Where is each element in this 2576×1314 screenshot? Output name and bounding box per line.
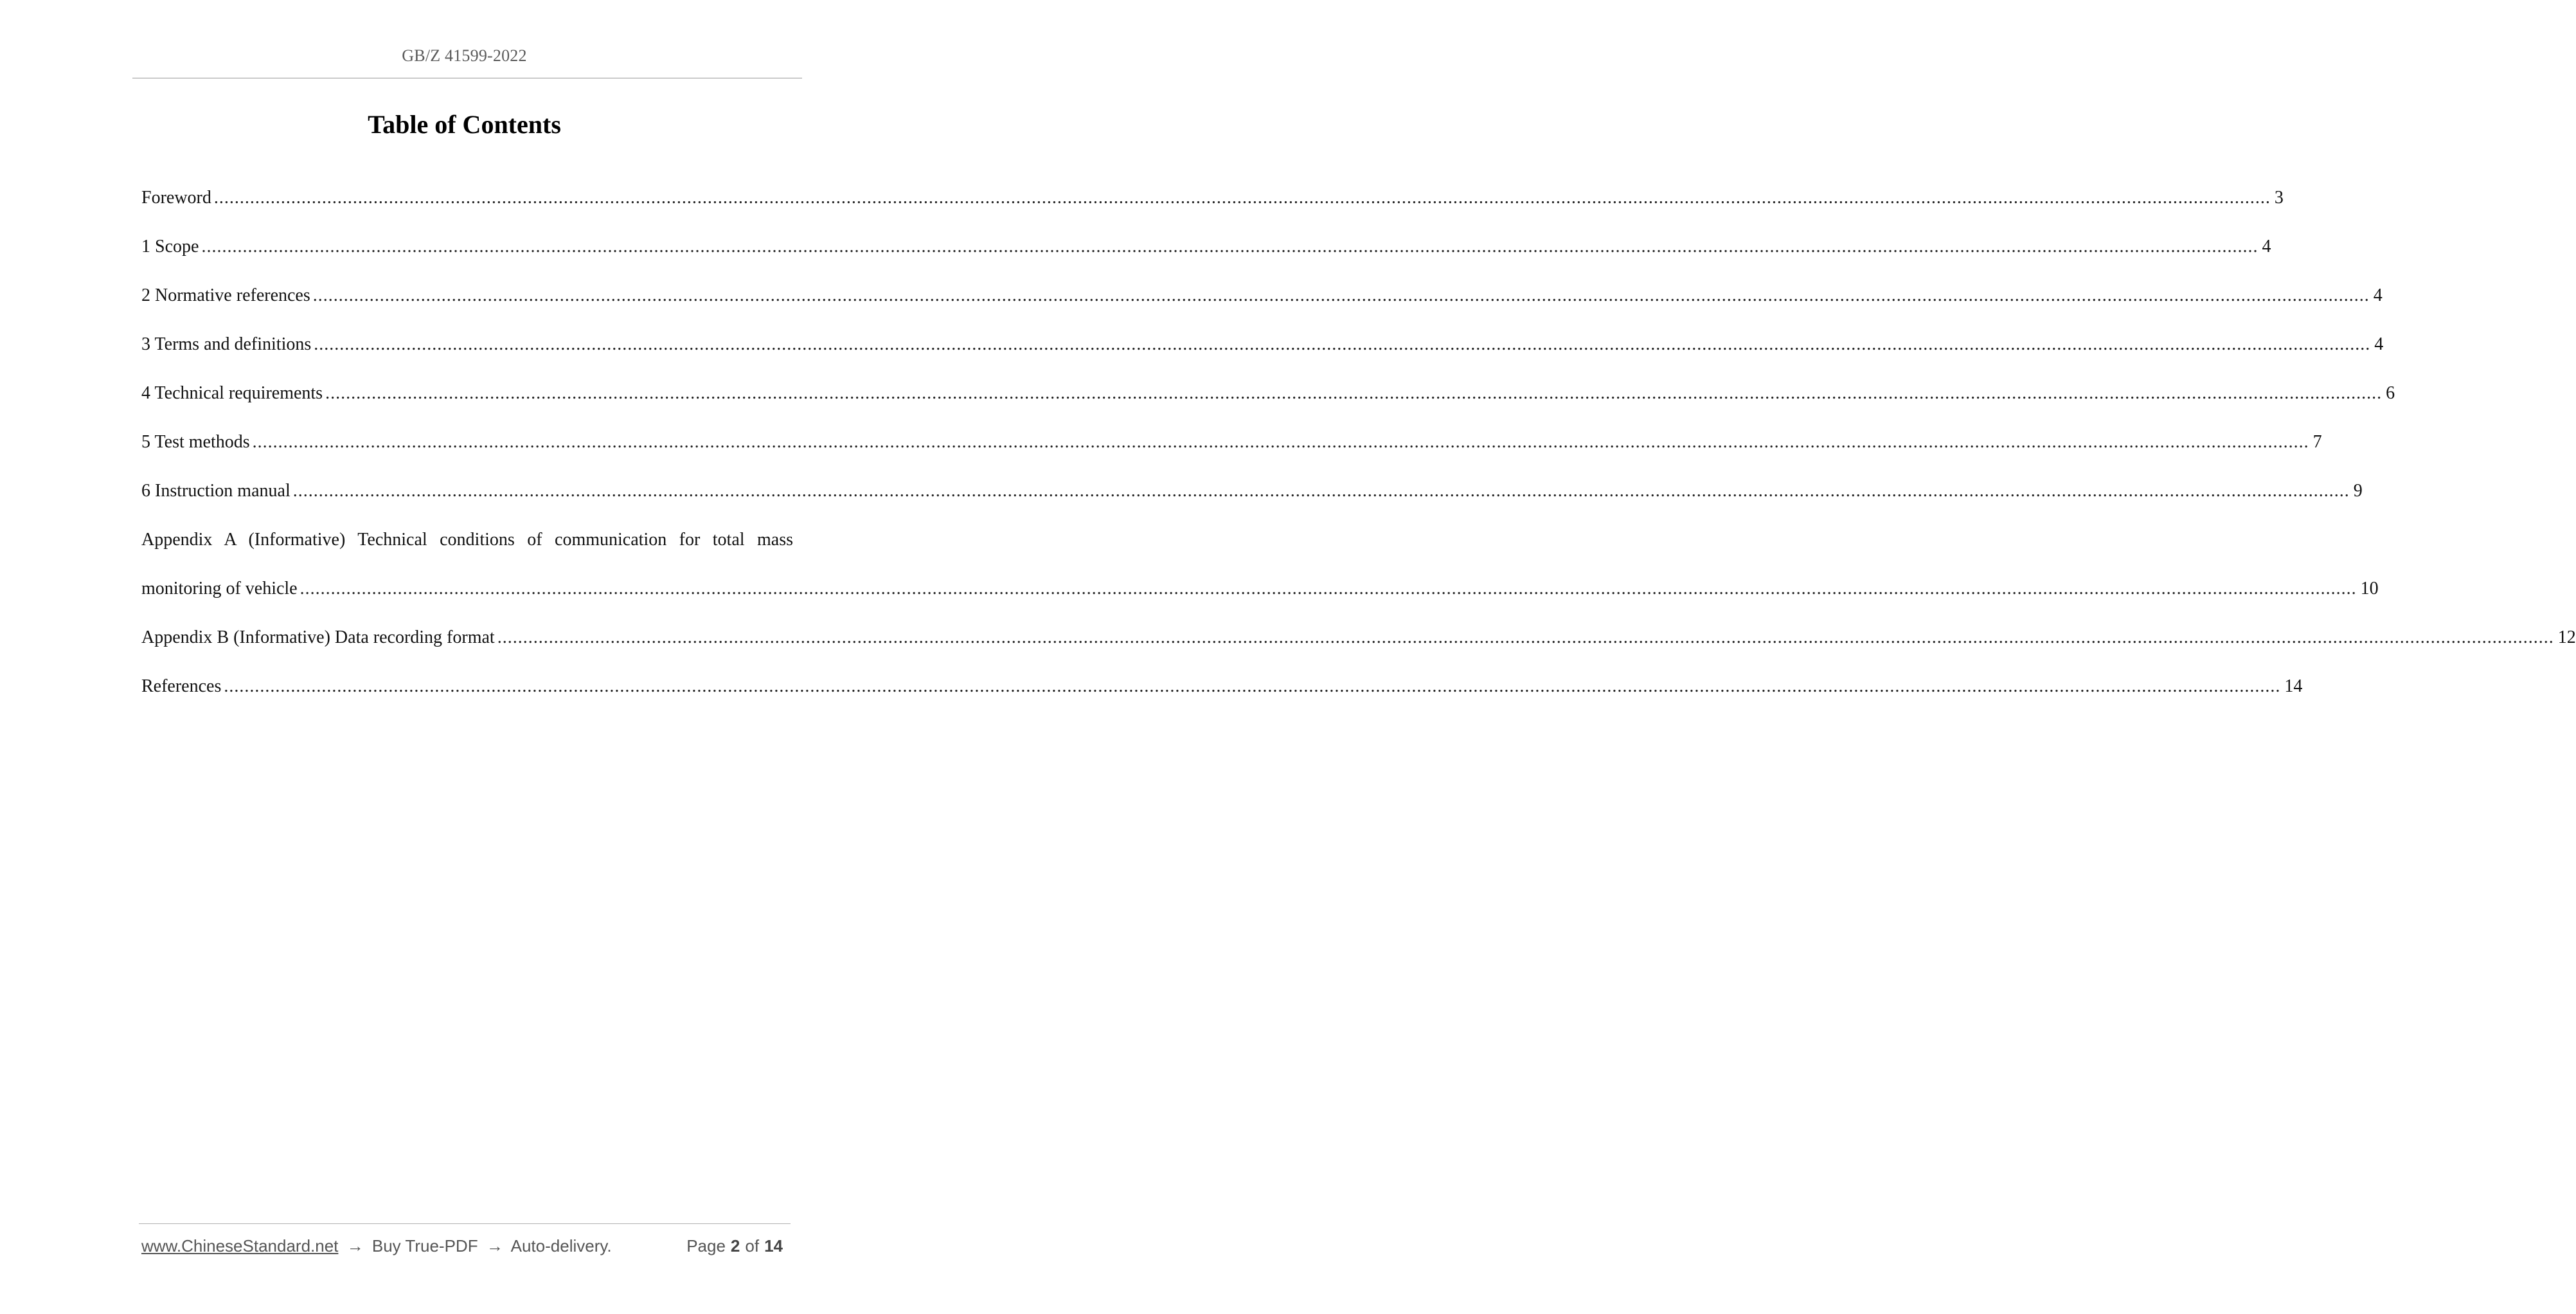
page-of: of — [745, 1236, 760, 1256]
toc-leader-dots: ................................................................................................................................................................................................................................................................................................................................................................................................................ — [201, 237, 2258, 256]
toc-entry-page: 9 — [2353, 481, 2363, 501]
toc-leader-dots: ................................................................................................................................................................................................................................................................................................................................................................................................................ — [497, 627, 2554, 647]
toc-title: Table of Contents — [368, 110, 561, 139]
buy-true-pdf-text: Buy True-PDF — [371, 1236, 478, 1256]
toc-entry-page: 12 — [2557, 627, 2576, 647]
toc-entry-appendix-b[interactable] — [141, 626, 2576, 675]
toc-entry-label: Foreword — [141, 188, 211, 208]
footer-divider — [139, 1223, 791, 1224]
toc-entry-foreword[interactable] — [141, 186, 2284, 235]
chinese-standard-link[interactable]: www.ChineseStandard.net — [141, 1236, 339, 1256]
page-total: 14 — [764, 1236, 783, 1256]
toc-leader-dots: ................................................................................................................................................................................................................................................................................................................................................................................................................ — [314, 334, 2371, 354]
toc-entry-page: 6 — [2386, 383, 2395, 403]
auto-delivery-text: Auto-delivery. — [510, 1236, 612, 1256]
toc-entry-label: 4 Technical requirements — [141, 383, 323, 403]
toc-entry-label: 1 Scope — [141, 237, 199, 256]
toc-leader-dots: ................................................................................................................................................................................................................................................................................................................................................................................................................ — [312, 285, 2370, 305]
toc-entry-page: 10 — [2360, 579, 2379, 598]
toc-entry-label-line-2: monitoring of vehicle — [141, 579, 298, 598]
toc-entry-label: 3 Terms and definitions — [141, 334, 312, 354]
arrow-right-icon: → — [346, 1236, 364, 1256]
toc-entry-label: References — [141, 676, 222, 696]
toc-entry-instruction-manual[interactable] — [141, 480, 2363, 528]
toc-leader-dots: ................................................................................................................................................................................................................................................................................................................................................................................................................ — [300, 579, 2357, 598]
toc-list — [141, 186, 2576, 724]
toc-entry-label: 6 Instruction manual — [141, 481, 291, 501]
page-current: 2 — [730, 1236, 740, 1256]
page-number — [686, 1236, 788, 1256]
toc-leader-dots: ................................................................................................................................................................................................................................................................................................................................................................................................................ — [325, 383, 2383, 403]
toc-entry-references[interactable] — [141, 675, 2303, 724]
document-code-header: GB/Z 41599-2022 — [402, 46, 527, 65]
toc-leader-dots: ................................................................................................................................................................................................................................................................................................................................................................................................................ — [292, 481, 2350, 501]
page-word: Page — [686, 1236, 726, 1256]
toc-entry-page: 3 — [2274, 188, 2284, 208]
toc-entry-normative-references[interactable] — [141, 284, 2383, 333]
toc-entry-page: 7 — [2312, 432, 2322, 452]
toc-entry-terms-and-definitions[interactable] — [141, 333, 2384, 382]
toc-entry-label: 5 Test methods — [141, 432, 250, 452]
toc-entry-technical-requirements[interactable] — [141, 382, 2395, 431]
toc-entry-appendix-a[interactable] — [141, 528, 2379, 626]
toc-leader-dots: ................................................................................................................................................................................................................................................................................................................................................................................................................ — [252, 432, 2309, 452]
footer-promo — [141, 1236, 612, 1256]
toc-leader-dots: ................................................................................................................................................................................................................................................................................................................................................................................................................ — [213, 188, 2271, 208]
page-footer — [141, 1236, 788, 1256]
toc-entry-page: 4 — [2374, 334, 2384, 354]
toc-leader-dots: ................................................................................................................................................................................................................................................................................................................................................................................................................ — [224, 676, 2281, 696]
toc-entry-scope[interactable] — [141, 235, 2271, 284]
toc-entry-label: 2 Normative references — [141, 285, 310, 305]
toc-entry-test-methods[interactable] — [141, 431, 2322, 480]
arrow-right-icon: → — [486, 1236, 503, 1256]
toc-entry-page: 4 — [2262, 237, 2271, 256]
toc-entry-label: Appendix B (Informative) Data recording format — [141, 627, 495, 647]
toc-entry-page: 4 — [2373, 285, 2383, 305]
toc-entry-label-line-1: Appendix A (Informative) Technical conditions of communication for total mass — [141, 530, 793, 550]
toc-entry-page: 14 — [2284, 676, 2303, 696]
